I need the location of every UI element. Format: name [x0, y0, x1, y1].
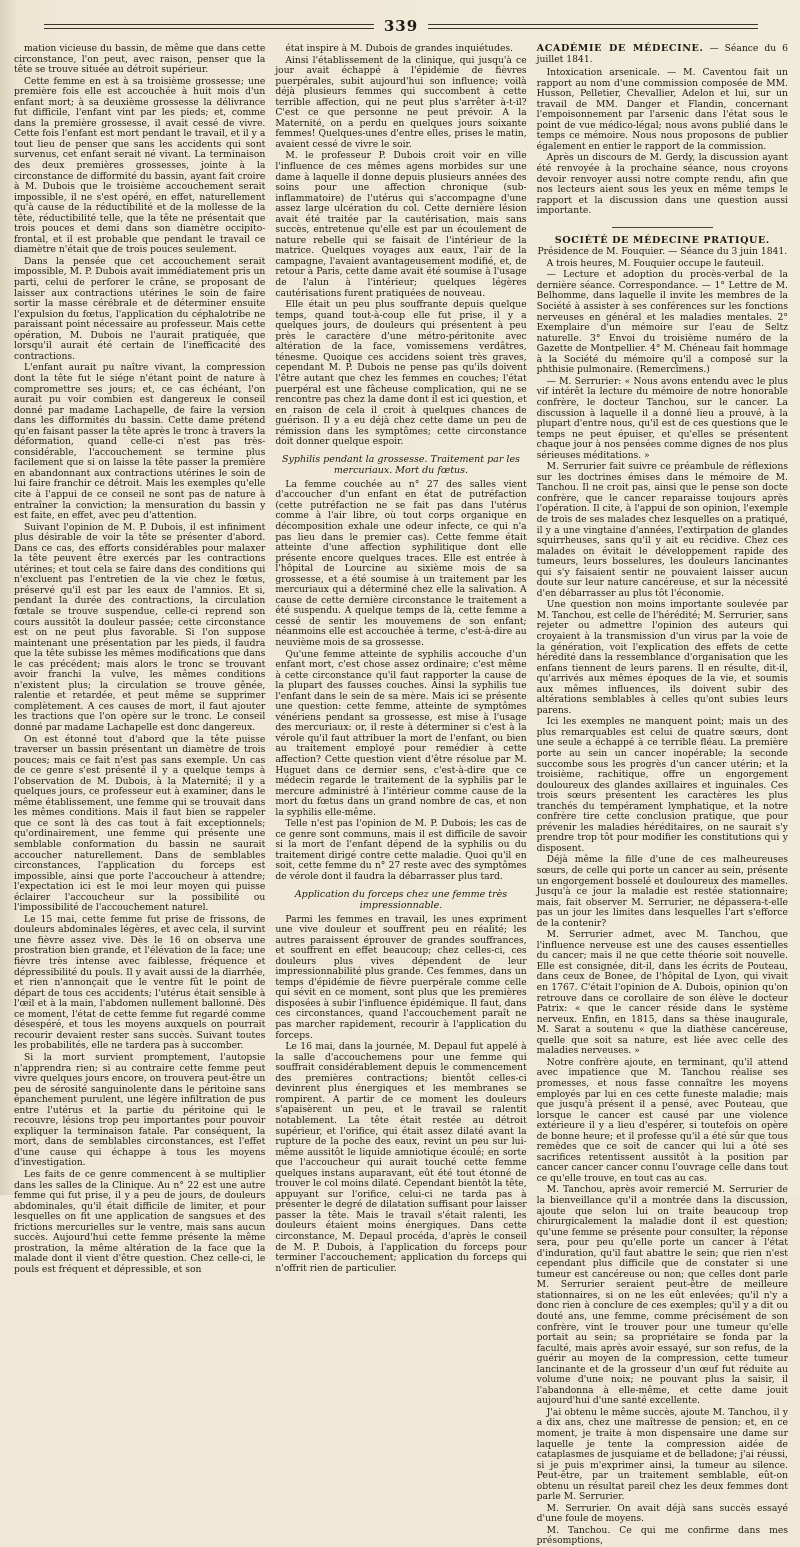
section-heading-forceps: Application du forceps chez une femme très impressionnable.: [294, 888, 508, 911]
paragraph: M. Serrurier. On avait déjà sans succès essayé d'une foule de moyens.: [536, 1502, 788, 1525]
paragraph: M. Tanchou. Ce qui me confirme dans mes présomptions,: [536, 1524, 788, 1547]
paragraph: Le 15 mai, cette femme fut prise de frissons, de douleurs abdominales légères, et avec cela, il survint une fièvre assez vive. Dès le 16 on observa une prostration bien grande, et l'élévation de la face; une fièvre très intense avec faiblesse, fréquence et dépressibilité du pouls. Il y avait aussi de la diarrhée, et rien n'annonçait que le ventre fût le point de départ de tous ces accidents; l'utérus était sensible à l'œil et à la main, l'abdomen nullement ballonné. Dès ce moment, l'état de cette femme fut regardé comme désespéré, et tous les moyens auxquels on pourrait recourir devaient rester sans succès. Suivant toutes les probabilités, elle ne tardera pas à succomber.: [14, 913, 266, 1052]
paragraph: La femme couchée au n° 27 des salles vient d'accoucher d'un enfant en état de putréfaction (cette putréfaction ne se fait pas dans l'utérus comme à l'air libre, où tout corps organique en décomposition exhale une odeur infecte, ce qui n'a pas lieu dans le premier cas). Cette femme était atteinte d'une affection syphilitique dont elle présente encore quelques traces. Elle est entrée à l'hôpital de Lourcine au sixième mois de sa grossesse, et a été soumise à un traitement par les mercuriaux qui a déterminé chez elle la salivation. A cause de cette dernière circonstance le traitement a été suspendu. A quelque temps de là, cette femme a cessé de sentir les mouvemens de son enfant; néanmoins elle est accouchée à terme, c'est-à-dire au neuvième mois de sa grossesse.: [275, 478, 527, 648]
column-2: [275, 43, 527, 1274]
paragraph: Suivant l'opinion de M. P. Dubois, il est infiniment plus désirable de voir la tête se présenter d'abord. Dans ce cas, des efforts considérables pour malaxer la tête peuvent être exercés par les contractions utérines; et tout cela se faire dans des conditions qui n'excluent pas l'entretien de la vie chez le fœtus, préservé qu'il est par les eaux de l'amnios. Et si, pendant la durée des contractions, la circulation fœtale se trouve suspendue, celle-ci reprend son cours aussitôt la douleur passée; cette circonstance est on ne peut plus favorable. Si l'on suppose maintenant une présentation par les pieds, il faudra que la tête subisse les mêmes modifications que dans le cas précédent; mais alors le tronc se trouvant avoir franchi la vulve, les mêmes conditions n'existent plus; la circulation se trouve gênée, ralentie et retardée, et peut même se supprimer complètement. A ces causes de mort, il faut ajouter les tractions que l'on opère sur le tronc. Le conseil donné par madame Lachapelle est donc dangereux.: [14, 521, 266, 733]
column-3: [536, 43, 788, 1547]
paragraph: M. le professeur P. Dubois croit voir en ville l'influence de ces mêmes agens morbides sur une dame à laquelle il donne depuis plusieurs années des soins pour une affection chronique (sub-inflammatoire) de l'utérus qui s'accompagne d'une assez large ulcération du col. Cette dernière lésion avait été traitée par la cautérisation, mais sans succès, entretenue qu'elle est par un écoulement de nature rebelle qui se faisait de l'intérieur de la matrice. Quelques voyages aux eaux, l'air de la campagne, l'avaient avantageusement modifié, et, de retour à Paris, cette dame avait été soumise à l'usage de l'alun à l'intérieur; quelques légères cautérisations furent pratiquées de nouveau.: [275, 150, 527, 299]
paragraph: — Lecture et adoption du procès-verbal de la dernière séance. Correspondance. — 1° Lettre de M. Belhomme, dans laquelle il invite les membres de la Société à assister à ses conférences sur les fonctions nerveuses en général et les maladies mentales. 2° Exemplaire d'un mémoire sur l'eau de Seltz naturelle. 3° Envoi du troisième numéro de la Gazette de Montpellier. 4° M. Chéneau fait hommage à la Société du mémoire qu'il a composé sur la phthisie pulmonaire. (Remercîmens.): [536, 269, 788, 376]
academie-date: — Séance du 6 juillet 1841.: [536, 43, 788, 65]
paragraph: — M. Serrurier: « Nous avons entendu avec le plus vif intérêt la lecture du mémoire de notre honorable confrère, le docteur Tanchou, sur le cancer. La discussion à laquelle il a donné lieu a prouvé, à la plupart d'entre nous, qu'il est de ces questions que le temps ne peut épuiser, et qu'elles se présentent chaque jour à nos pensées comme dignes de nos plus sérieuses méditations. »: [536, 375, 788, 461]
column-1: [14, 43, 266, 1275]
academie-heading: [537, 44, 788, 65]
societe-title: SOCIÉTÉ DE MÉDECINE PRATIQUE.: [554, 234, 770, 246]
section-divider: [612, 227, 713, 228]
paragraph: M. Serrurier fait suivre ce préambule de réflexions sur les doctrines émises dans le mémoire de M. Tanchou. Il ne croit pas, ainsi que le pense son docte confrère, que le cancer reparaisse toujours après l'opération. Il cite, à l'appui de son opinion, l'exemple de trois de ses malades chez lesquelles on a pratiqué, il y a une vingtaine d'années, l'extirpation de glandes squirrheuses, sans qu'il y ait eu récidive. Chez ces malades on évitait le développement rapide des tumeurs, leurs bosselures, les douleurs lancinantes qui s'y faisaient sentir ne pouvaient laisser aucun doute sur leur nature cancéreuse, et sur la nécessité d'en débarrasser au plus tôt l'économie.: [536, 461, 788, 599]
societe-subtitle: Présidence de M. Fouquier. — Séance du 3 juin 1841.: [537, 246, 788, 258]
paragraph: M. Tanchou, après avoir remercié M. Serrurier de la bienveillance qu'il a montrée dans la discussion, ajoute que selon lui on traite beaucoup trop chirurgicalement la maladie dont il est question; qu'une femme se présente pour consulter, la réponse sera, pour peu qu'elle porte un cancer à l'état d'induration, qu'il faut abattre le sein; que rien n'est cependant plus difficile que de constater si une tumeur est cancéreuse ou non; que celles dont parle M. Serrurier seraient peut-être de meilleure stationnaires, si on ne les eût enlevées; qu'il n'y a donc rien à conclure de ces exemples; qu'il y a dit ou douté ans, une femme, comme précisément de son confrère, vint le trouver pour une tumeur qu'elle portait au sein; sa propriétaire se fonda par la faculté, mais après avoir essayé, sur son refus, de la guérir au moyen de la compression, cette tumeur lancinante et de la grosseur d'un œuf fut réduite au volume d'une noix; ne pouvant plus la saisir, il l'abandonna à elle-même, et cette dame jouit aujourd'hui d'une santé excellente.: [536, 1184, 788, 1407]
academie-title: ACADÉMIE DE MÉDECINE.: [536, 43, 704, 54]
paragraph: Après un discours de M. Gerdy, la discussion ayant été renvoyée à la prochaine séance, nous croyons devoir renvoyer aussi notre compte rendu, afin que nos lecteurs aient sous les yeux en même temps le rapport et la discussion dans une question aussi importante.: [536, 152, 788, 217]
page-number: 339: [383, 17, 419, 35]
section-heading-syphilis: Syphilis pendant la grossesse. Traitement par les mercuriaux. Mort du fœtus.: [282, 453, 520, 476]
paragraph: Telle n'est pas l'opinion de M. P. Dubois; les cas de ce genre sont communs, mais il est difficile de savoir si la mort de l'enfant dépend de la syphilis ou du traitement dirigé contre cette maladie. Quoi qu'il en soit, cette femme du n° 27 reste avec des symptômes de vérole dont il faudra la débarrasser plus tard.: [275, 818, 527, 883]
paragraph: Déjà même la fille d'une de ces malheureuses sœurs, de celle qui porte un cancer au sein, présente un engorgement bosselé et douloureux des mamelles. Jusqu'à ce jour la maladie est restée stationnaire; mais, fait observer M. Serrurier, ne dépassera-t-elle pas un jour les limites dans lesquelles l'art s'efforce de la contenir?: [536, 854, 788, 929]
header-rule-right: [428, 24, 758, 29]
paragraph: Dans la pensée que cet accouchement serait impossible, M. P. Dubois avait immédiatement pris un parti, celui de perforer le crâne, se proposant de laisser aux contractions utérines le soin de faire sortir la masse cérébrale et de déterminer ensuite l'expulsion du fœtus, l'application du céphalotribe ne paraissant point nécessaire au professeur. Mais cette opération, M. Dubois ne l'aurait pratiquée, que lorsqu'il aurait été certain de l'inefficacité des contractions.: [14, 255, 266, 362]
paragraph: On est étonné tout d'abord que la tête puisse traverser un bassin présentant un diamètre de trois pouces; mais ce fait n'est pas sans exemple. Un cas de ce genre s'est présenté il y a quelque temps à l'observation de M. Dubois, à la Maternité; il y a quelques jours, ce professeur eut à examiner, dans le même établissement, une femme qui se trouvait dans les mêmes conditions. Mais il faut bien se rappeler que ce sont là des cas tout à fait exceptionnels; qu'ordinairement, une femme qui présente une semblable conformation du bassin ne saurait accoucher naturellement. Dans de semblables circonstances, l'application du forceps est impossible, ainsi que porte l'accoucheur à attendre; l'expectation ici est le moi leur moyen qui puisse éclairer l'accoucheur sur la possibilité ou l'impossibilité de l'accouchement naturel.: [14, 733, 266, 914]
paragraph: Notre confrère ajoute, en terminant, qu'il attend avec impatience que M. Tanchou réalise ses promesses, et nous fasse connaître les moyens employés par lui en ces cette funeste maladie; mais que jusqu'à présent il a pensé, avec Pouteau, que lorsque le cancer est causé par une violence extérieure il y a lieu d'espérer, si toutefois on opère de bonne heure; et il professe qu'il a été sûr que tous remèdes que ce soit de cancer qui lui a ôté ses sacrifices retentissent aussitôt à la position par cancer cancer cancer connu l'ouvrage celle dans tout ce qu'elle trouve, en tout cas au cas.: [536, 1056, 788, 1184]
paragraph: Ainsi l'établissement de la clinique, qui jusqu'à ce jour avait échappé à l'épidémie de fièvres puerpérales, subit aujourd'hui son influence; voilà déjà plusieurs femmes qui succombent à cette terrible affection, qui ne peut plus s'arrêter à-t-il? C'est ce que personne ne peut prévoir. A la Maternité, on a perdu en quelques jours soixante femmes! Quelques-unes d'entre elles, prises le matin, avaient cessé de vivre le soir.: [275, 54, 527, 150]
paragraph: Une question non moins importante soulevée par M. Tanchou, est celle de l'hérédité; M. Serrurier, sans rejeter ou admettre l'opinion des auteurs qui croyaient à la transmission d'un virus par la voie de la génération, voit l'explication des effets de cette hérédité dans la ressemblance d'organisation que les enfans tiennent de leurs parens. Il en résulte, dit-il, qu'arrivés aux mêmes époques de la vie, et soumis aux mêmes influences, ils doivent subir des altérations semblables à celles qu'ont subies leurs parens.: [536, 599, 788, 716]
paragraph: M. Serrurier admet, avec M. Tanchou, que l'influence nerveuse est une des causes essentielles du cancer; mais il ne que cette théorie soit nouvelle. Elle est consignée, dit-il, dans les écrits de Pouteau, dans ceux de Bonee, de l'hôpital de Lyon, qui vivait en 1767. C'était l'opinion de A. Dubois, opinion qu'on retrouve dans ce corollaire de son élève le docteur Patrix: « que le cancer réside dans le système nerveux. Enfin, en 1815, dans sa thèse inaugurale, M. Sarat a soutenu « que la diathèse cancéreuse, quelle que soit sa nature, est liée avec celle des maladies nerveuses. »: [536, 929, 788, 1057]
paragraph: Le 16 mai, dans la journée, M. Depaul fut appelé à la salle d'accouchemens pour une femme qui souffrait considérablement depuis le commencement des premières contractions; bientôt celles-ci devinrent plus énergiques et les membranes se rompirent. A partir de ce moment les douleurs s'apaisèrent un peu, et le travail se ralentit notablement. La tête était restée au détroit supérieur, et l'orifice, qui était assez dilaté avant la rupture de la poche des eaux, revint un peu sur lui-même aussitôt le liquide amniotique écoulé; en sorte que l'accoucheur qui aurait touché cette femme quelques instans auparavant, eût été tout étonné de trouver le col moins dilaté. Cependant bientôt la tête, appuyant sur l'orifice, celui-ci ne tarda pas à présenter le degré de dilatation suffisant pour laisser passer la tête. Mais le travail s'était ralenti, les douleurs étaient moins énergiques. Dans cette circonstance, M. Depaul procéda, d'après le conseil de M. P. Dubois, à l'application du forceps pour terminer l'accouchement; application du forceps qui n'offrit rien de particulier.: [275, 1041, 527, 1274]
paragraph: Ici les exemples ne manquent point; mais un des plus remarquables est celui de quatre sœurs, dont une seule a échappé à ce terrible fléau. La première porte au sein un cancer inopérable; la seconde succombe sous les progrès d'un cancer utérin; et la troisième, rachitique, offre un engorgement douloureux des glandes axillaires et inguinales. Ces trois sœurs présentent les caractères les plus tranchés du tempérament lymphatique, et la notre confrère tire cette conclusion pratique, que pour prévenir les maladies héréditaires, on ne saurait s'y prendre trop tôt pour modifier les constitutions qui y disposent.: [536, 716, 788, 854]
paragraph: Elle était un peu plus souffrante depuis quelque temps, quand tout-à-coup elle fut prise, il y a quelques jours, de douleurs qui présentent à peu près le caractère d'une métro-péritonite avec altération de la face, vomissemens verdâtres, ténesme. Quoique ces accidens soient très graves, cependant M. P. Dubois ne pense pas qu'ils doivent l'être autant que chez les femmes en couches; l'état puerpéral est une fâcheuse complication, qui ne se rencontre pas chez la dame dont il est ici question, et en raison de cela il croit à quelques chances de guérison. Il y a eu déjà chez cette dame un peu de rémission dans les symptômes; cette circonstance doit donner quelque espoir.: [275, 299, 527, 448]
page-header: [14, 14, 788, 38]
paragraph: Les faits de ce genre commencent à se multiplier dans les salles de la Clinique. Au n° 22 est une autre femme qui fut prise, il y a peu de jours, de douleurs abdominales, qu'il était difficile de limiter, et pour lesquelles on fit une application de sangsues et des frictions mercurielles sur le ventre, mais sans aucun succès. Aujourd'hui cette femme présente la même prostration, la même altération de la face que la malade dont il vient d'être question. Chez celle-ci, le pouls est fréquent et dépressible, et son: [14, 1168, 266, 1275]
paragraph: mation vicieuse du bassin, de même que dans cette circonstance, l'on peut, avec raison, penser que la tête se trouve située au détroit supérieur.: [14, 43, 266, 76]
paragraph: Intoxication arsenicale. — M. Caventou fait un rapport au nom d'une commission composée de MM. Husson, Pelletier, Chevallier, Adelon et lui, sur un travail de MM. Danger et Flandin, concernant l'empoisonnement par l'arsenic dans l'état sous le point de vue médico-légal; nous avons publié dans le temps ce mémoire. Nous nous proposons de publier également en entier le rapport de la commission.: [536, 67, 788, 152]
paragraph: J'ai obtenu le même succès, ajoute M. Tanchou, il y a dix ans, chez une maîtresse de pension; et, en ce moment, je traite à mon dispensaire une dame sur laquelle je tente la compression aidée de cataplasmes de jusquiame et de belladone; j'ai réussi, si je puis m'exprimer ainsi, la tumeur au silence. Peut-être, par un traitement semblable, eût-on obtenu un résultat pareil chez les deux femmes dont parle M. Serrurier.: [536, 1406, 788, 1503]
header-rule-left: [44, 24, 374, 29]
paragraph: Si la mort survient promptement, l'autopsie n'apprendra rien; si au contraire cette femme peut vivre quelques jours encore, on trouvera peut-être un peu de sérosité sanguinolente dans le péritoine sans épanchement purulent, une légère infiltration de pus entre l'utérus et la partie du péritoine qui le recouvre, lésions trop peu importantes pour pouvoir expliquer la terminaison fatale. Par conséquent, la mort, dans de semblables circonstances, est l'effet d'une cause qui échappe à tous les moyens d'investigation.: [14, 1051, 266, 1169]
paragraph: Parmi les femmes en travail, les unes expriment une vive douleur et souffrent peu en réalité; les autres paraissent éprouver de grandes souffrances, et souffrent en effet beaucoup; chez celles-ci, ces douleurs plus vives dépendent de leur impressionnabilité plus grande. Ces femmes, dans un temps d'épidémie de fièvre puerpérale comme celle qui sévit en ce moment, sont plus que les premières disposées à subir l'influence épidémique. Il faut, dans ces circonstances, quand l'accouchement paraît ne pas marcher rapidement, recourir à l'application du forceps.: [275, 913, 527, 1041]
paragraph: Qu'une femme atteinte de syphilis accouche d'un enfant mort, c'est chose assez ordinaire; c'est même à cette circonstance qu'il faut rapporter la cause de la plupart des fausses couches. Ainsi la syphilis tue l'enfant dans le sein de sa mère. Mais ici se présente une question: cette femme, atteinte de symptômes vénériens pendant sa grossesse, est mise à l'usage des mercuriaux: or, il reste à déterminer si c'est à la vérole qu'il faut attribuer la mort de l'enfant, ou bien au traitement employé pour remédier à cette affection? Cette question vient d'être résolue par M. Huguet dans ce dernier sens, c'est-à-dire que ce médecin regarde le traitement de la syphilis par le mercure administré à l'intérieur comme cause de la mort du fœtus dans un grand nombre de cas, et non la syphilis elle-même.: [275, 648, 527, 818]
paragraph: Cette femme en est à sa troisième grossesse; une première fois elle est accouchée à huit mois d'un enfant mort; à sa deuxième grossesse la délivrance fut difficile, l'enfant vint par les pieds; et, comme dans la première grossesse, il avait cessé de vivre. Cette fois l'enfant est mort pendant le travail, et il y a tout lieu de penser que sans les accidents qui sont survenus, cet enfant serait né vivant. La terminaison des deux premières grossesses, jointe à la circonstance de difformité du bassin, ayant fait croire à M. Dubois que le troisième accouchement serait impossible, il ne s'est opéré, en effet, naturellement qu'à cause de la réductibilité et de la mollesse de la tête, réductibilité telle, que la tête ne présentait que trois pouces et demi dans son diamètre occipito-frontal, et il est probable que pendant le travail ce diamètre n'était que de trois pouces seulement.: [14, 75, 266, 256]
paragraph: A trois heures, M. Fouquier occupe le fauteuil.: [546, 257, 765, 269]
article-columns: [14, 43, 788, 1547]
paragraph: L'enfant aurait pu naître vivant, la compression dont la tête fut le siége n'étant point de nature à compromettre ses jours; et, ce cas échéant, l'on aurait pu voir combien est dangereux le conseil donné par madame Lachapelle, de faire la version dans les difformités du bassin. Cette dame prétend qu'en faisant passer la tête après le tronc à travers la déformation, quand celle-ci n'est pas très-considérable, l'accouchement se termine plus facilement que si on laisse la tête passer la première en abandonnant aux contractions utérines le soin de lui faire franchir ce détroit. Mais les exemples qu'elle cite à l'appui de ce conseil ne sont pas de nature à entraîner la conviction; la mensuration du bassin y est faite, en effet, avec peu d'attention.: [14, 362, 266, 522]
paragraph: état inspire à M. Dubois de grandes inquiétudes.: [285, 43, 514, 54]
